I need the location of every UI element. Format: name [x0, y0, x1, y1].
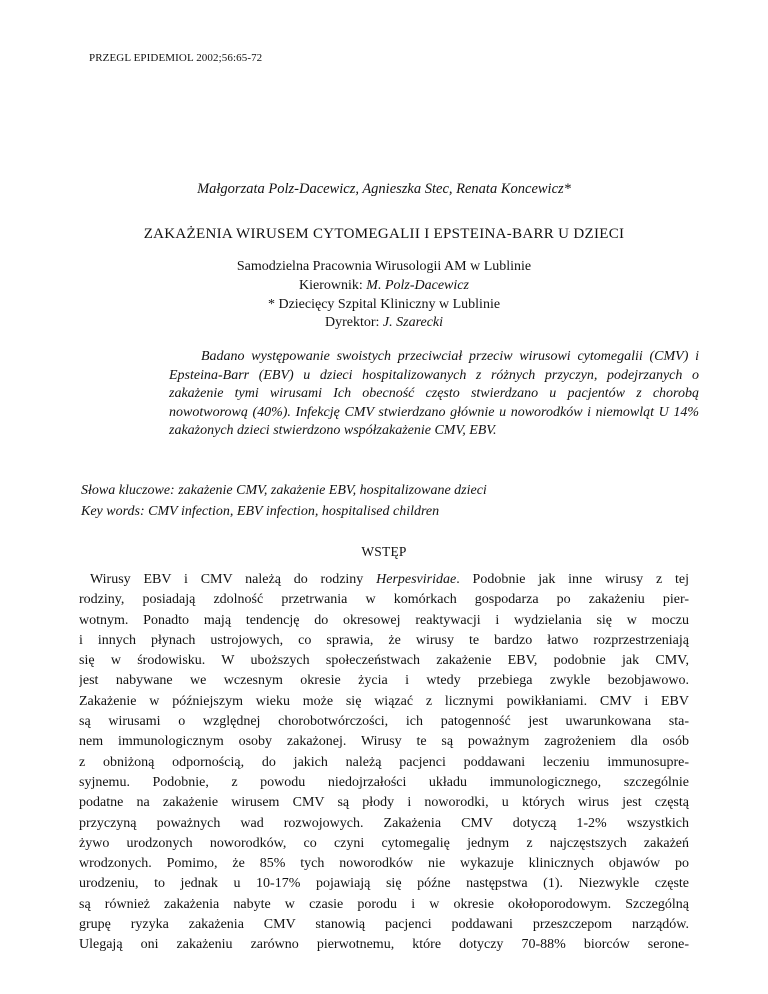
body-line: jest nabywane we wczesnym okresie życia i wtedy przebiega zwykle bezobjawowo. [79, 673, 689, 689]
body-line: są również zakażenia nabyte w czasie porodu i w okresie okołoporodowym. Szczególną [79, 896, 689, 912]
affiliation-line [0, 314, 768, 333]
article-title: ZAKAŻENIA WIRUSEM CYTOMEGALII I EPSTEINA-BARR U DZIECI [143, 226, 625, 242]
affiliation-director-name: J. Szarecki [382, 315, 444, 331]
body-line: z obniżoną odpornością, do jakich należą pacjenci poddawani leczeniu immunosupre- [79, 754, 689, 770]
body-line: wotnym. Ponadto mają tendencję do okresowej reaktywacji i wydzielania się w moczu [79, 612, 689, 628]
section-body [79, 570, 689, 956]
taxon-name: Herpesviridae [376, 572, 457, 587]
keywords [81, 480, 701, 522]
body-line: Wirusy EBV i CMV należą do rodziny Herpesviridae. Podobnie jak inne wirusy z tej [90, 572, 689, 587]
body-line: przyczyną poważnych wad rozwojowych. Zakażenia CMV dotyczą 1-2% wszystkich [79, 815, 689, 831]
body-line: wrodzonych. Pomimo, że 85% tych noworodków nie wykazuje klinicznych objawów po [79, 856, 689, 872]
body-line: rodziny, posiadają zdolność przetrwania w komórkach gospodarza po zakażeniu pier- [79, 592, 689, 608]
journal-reference: PRZEGL EPIDEMIOL 2002;56:65-72 [89, 52, 263, 64]
affiliation-head-name: M. Polz-Dacewicz [366, 277, 469, 293]
affiliation-line: * Dziecięcy Szpital Kliniczny w Lublinie [267, 296, 501, 312]
author-list: Małgorzata Polz-Dacewicz, Agnieszka Stec, Renata Koncewicz* [197, 181, 571, 197]
affiliation-line [0, 277, 768, 296]
affiliations [0, 258, 768, 333]
body-line: nem immunologicznym osoby zakażonej. Wirusy te są poważnym zagrożeniem dla osób [79, 734, 689, 750]
body-line: żywo urodzonych noworodków, co czyni cytomegalię jednym z najczęstszych zakażeń [79, 835, 689, 851]
affiliation-line: Samodzielna Pracownia Wirusologii AM w Lublinie [236, 259, 532, 274]
body-line: syjnemu. Podobnie, z powodu niedojrzałości układu immunologicznego, szczególnie [79, 774, 689, 790]
affiliation-label: Kierownik: [299, 277, 367, 293]
body-line: podatne na zakażenie wirusem CMV są płody i noworodki, u których wirus jest częstą [79, 795, 689, 811]
body-line: urodzeniu, to jednak u 10-17% pojawiają się późne następstwa (1). Niezwykle częste [79, 876, 689, 892]
body-line: Ulegają oni zakażeniu zarówno pierwotnemu, które dotyczy 70-88% biorców serone- [79, 937, 689, 953]
keywords-english: Key words: CMV infection, EBV infection, hospitalised children [81, 504, 440, 519]
body-line: Zakażenie w późniejszym wieku może się wiązać z licznymi powikłaniami. CMV i EBV [79, 693, 689, 709]
affiliation-label: Dyrektor: [324, 315, 383, 331]
body-line: się w środowisku. W uboższych społeczeństwach zakażenie EBV, podobnie jak CMV, [79, 653, 689, 669]
body-line: i innych płynach ustrojowych, co sprawia, że wirusy te bardzo łatwo rozprzestrzeniają [79, 632, 689, 648]
abstract-text: Badano występowanie swoistych przeciwciał przeciw wirusowi cytomegalii (CMV) i Epsteina-Barr (EBV) u dzieci hospitalizowanych z różnych przyczyn, podejrzanych o zakażenie tymi wirusami Ich obecność często stwierdzano u pacjentów z chorobą nowotworową (40%). Infekcję CMV stwierdzano głównie u noworodków i niemowląt U 14% zakażonych dzieci stwierdzono współzakażenie CMV, EBV. [169, 349, 699, 439]
body-line: grupę ryzyka zakażenia CMV stanowią pacjenci poddawani przeszczepom narządów. [79, 917, 689, 933]
keywords-polish: Słowa kluczowe: zakażenie CMV, zakażenie EBV, hospitalizowane dzieci [81, 483, 487, 498]
abstract [169, 348, 699, 441]
body-line: są wirusami o względnej chorobotwórczości, ich patogenność jest uwarunkowana sta- [79, 714, 689, 730]
section-heading: WSTĘP [361, 544, 407, 559]
